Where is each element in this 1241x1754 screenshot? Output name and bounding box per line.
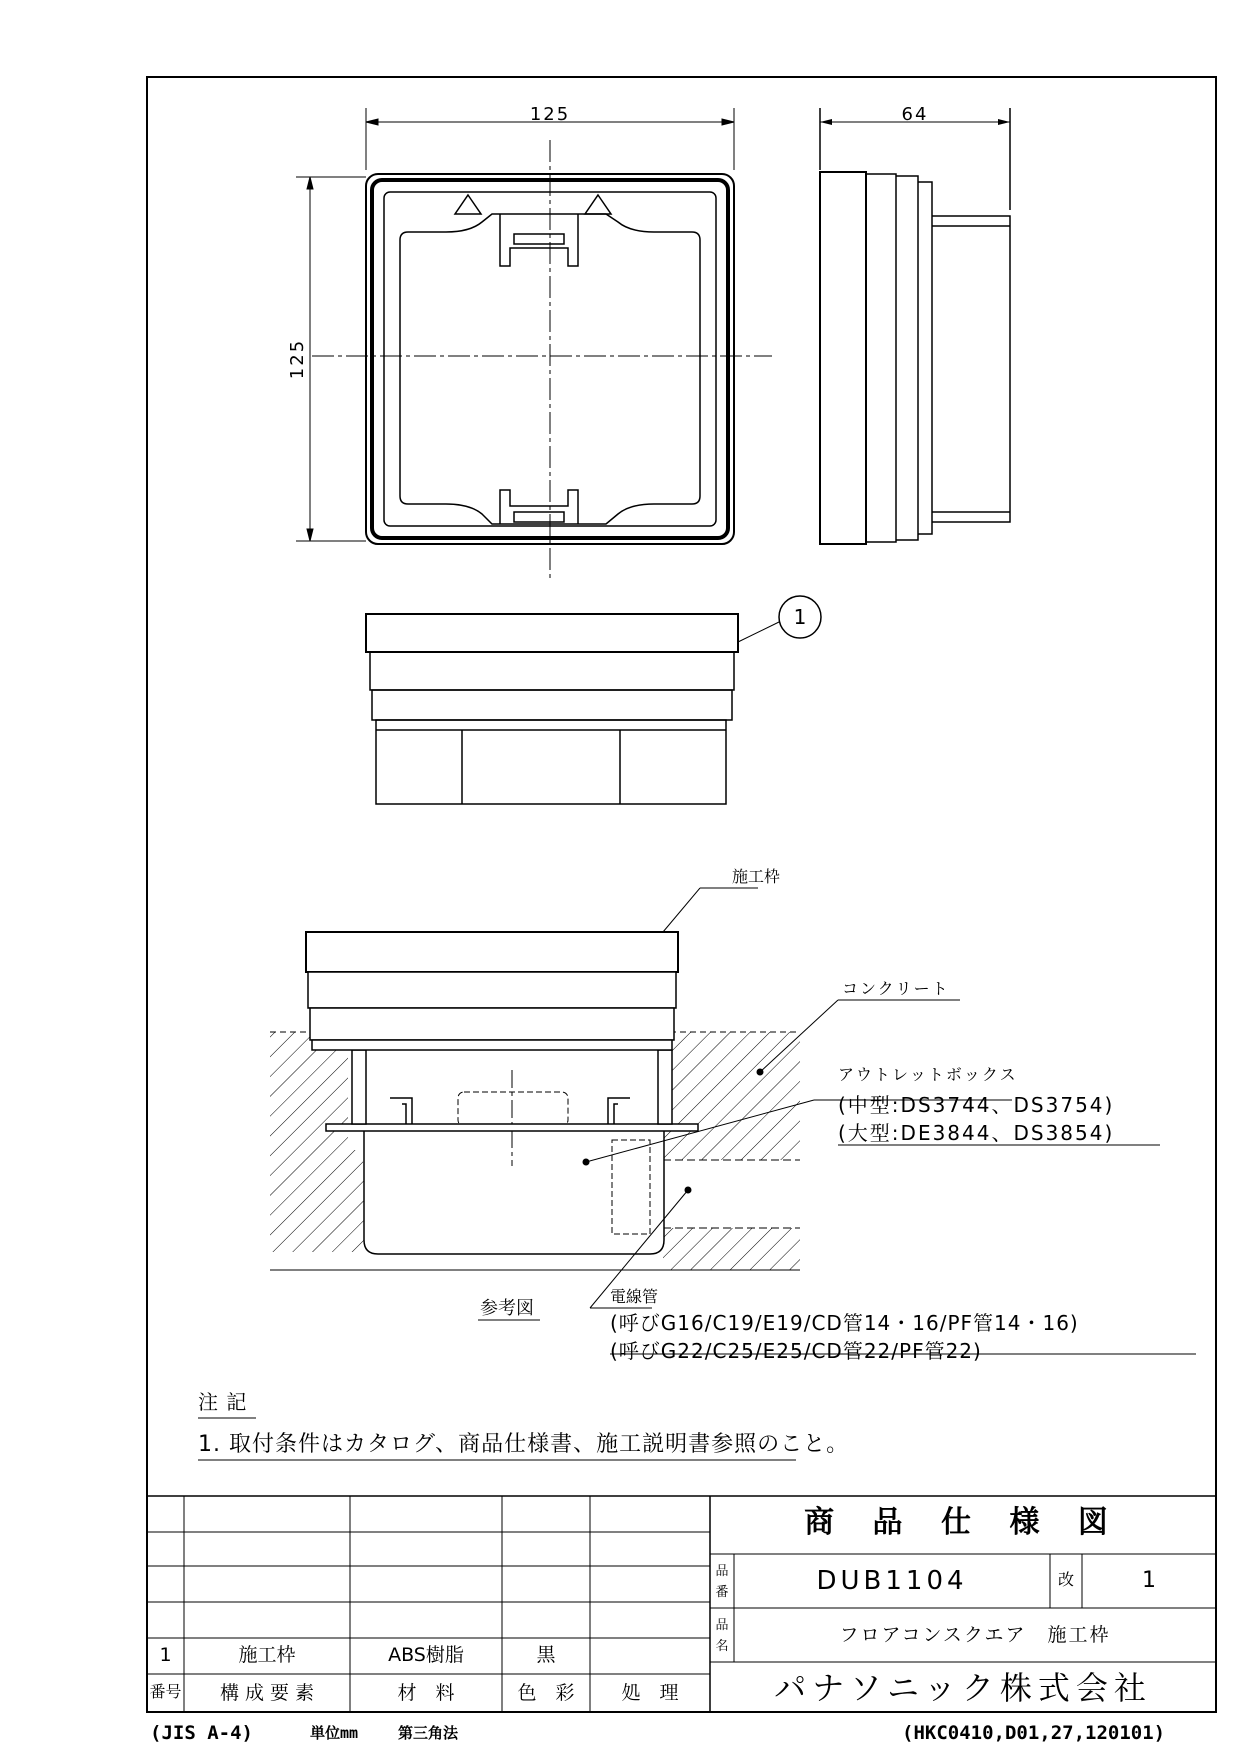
part-number: DUB1104 [816, 1566, 968, 1596]
conduit-spec-1: (呼びG16/C19/E19/CD管14・16/PF管14・16) [610, 1311, 1079, 1335]
footer-standard: (JIS A-4) [150, 1722, 253, 1744]
row1-material: ABS樹脂 [388, 1644, 464, 1666]
footer-doc-code: (HKC0410,D01,27,120101) [902, 1722, 1166, 1744]
header-no: 番号 [149, 1682, 182, 1701]
drawing-frame [147, 77, 1216, 1712]
part-number-label: 品番 [715, 1564, 729, 1600]
footer-units: 単位mm [310, 1724, 359, 1742]
figure-caption: 参考図 [480, 1298, 534, 1319]
header-treatment: 処 理 [621, 1682, 679, 1704]
frame-label: 施工枠 [732, 867, 781, 886]
row1-component: 施工枠 [238, 1644, 296, 1666]
header-color: 色 彩 [517, 1682, 575, 1704]
front-view [366, 614, 738, 804]
outlet-box-label: アウトレットボックス [838, 1065, 1018, 1084]
row1-no: 1 [159, 1644, 172, 1666]
header-component: 構 成 要 素 [219, 1682, 315, 1704]
product-name: フロアコンスクエア 施工枠 [839, 1624, 1111, 1646]
outlet-box-medium: (中型:DS3744、DS3754) [838, 1093, 1115, 1117]
product-name-label: 品名 [715, 1618, 729, 1654]
concrete-label: コンクリート [842, 979, 950, 998]
outlet-box-large: (大型:DE3844、DS3854) [838, 1121, 1115, 1145]
notes-heading: 注 記 [198, 1390, 248, 1414]
top-view [296, 108, 772, 578]
conduit-label: 電線管 [610, 1287, 659, 1306]
footer-projection: 第三角法 [398, 1724, 459, 1742]
conduit-spec-2: (呼びG22/C25/E25/CD管22/PF管22) [610, 1339, 982, 1363]
part-balloon-number: 1 [793, 605, 807, 629]
revision: 1 [1142, 1568, 1156, 1593]
company-name: パナソニック株式会社 [774, 1669, 1152, 1707]
dim-top-width: 125 [529, 104, 571, 125]
note-item-1: 1. 取付条件はカタログ、商品仕様書、施工説明書参照のこと。 [198, 1432, 850, 1457]
dim-side-depth: 64 [901, 104, 929, 125]
side-view [820, 108, 1010, 544]
dim-top-height: 125 [287, 338, 308, 380]
revision-label: 改 [1057, 1570, 1074, 1589]
header-material: 材 料 [397, 1682, 455, 1704]
title-block-title: 商 品 仕 様 図 [804, 1505, 1122, 1540]
row1-color: 黒 [536, 1644, 556, 1666]
